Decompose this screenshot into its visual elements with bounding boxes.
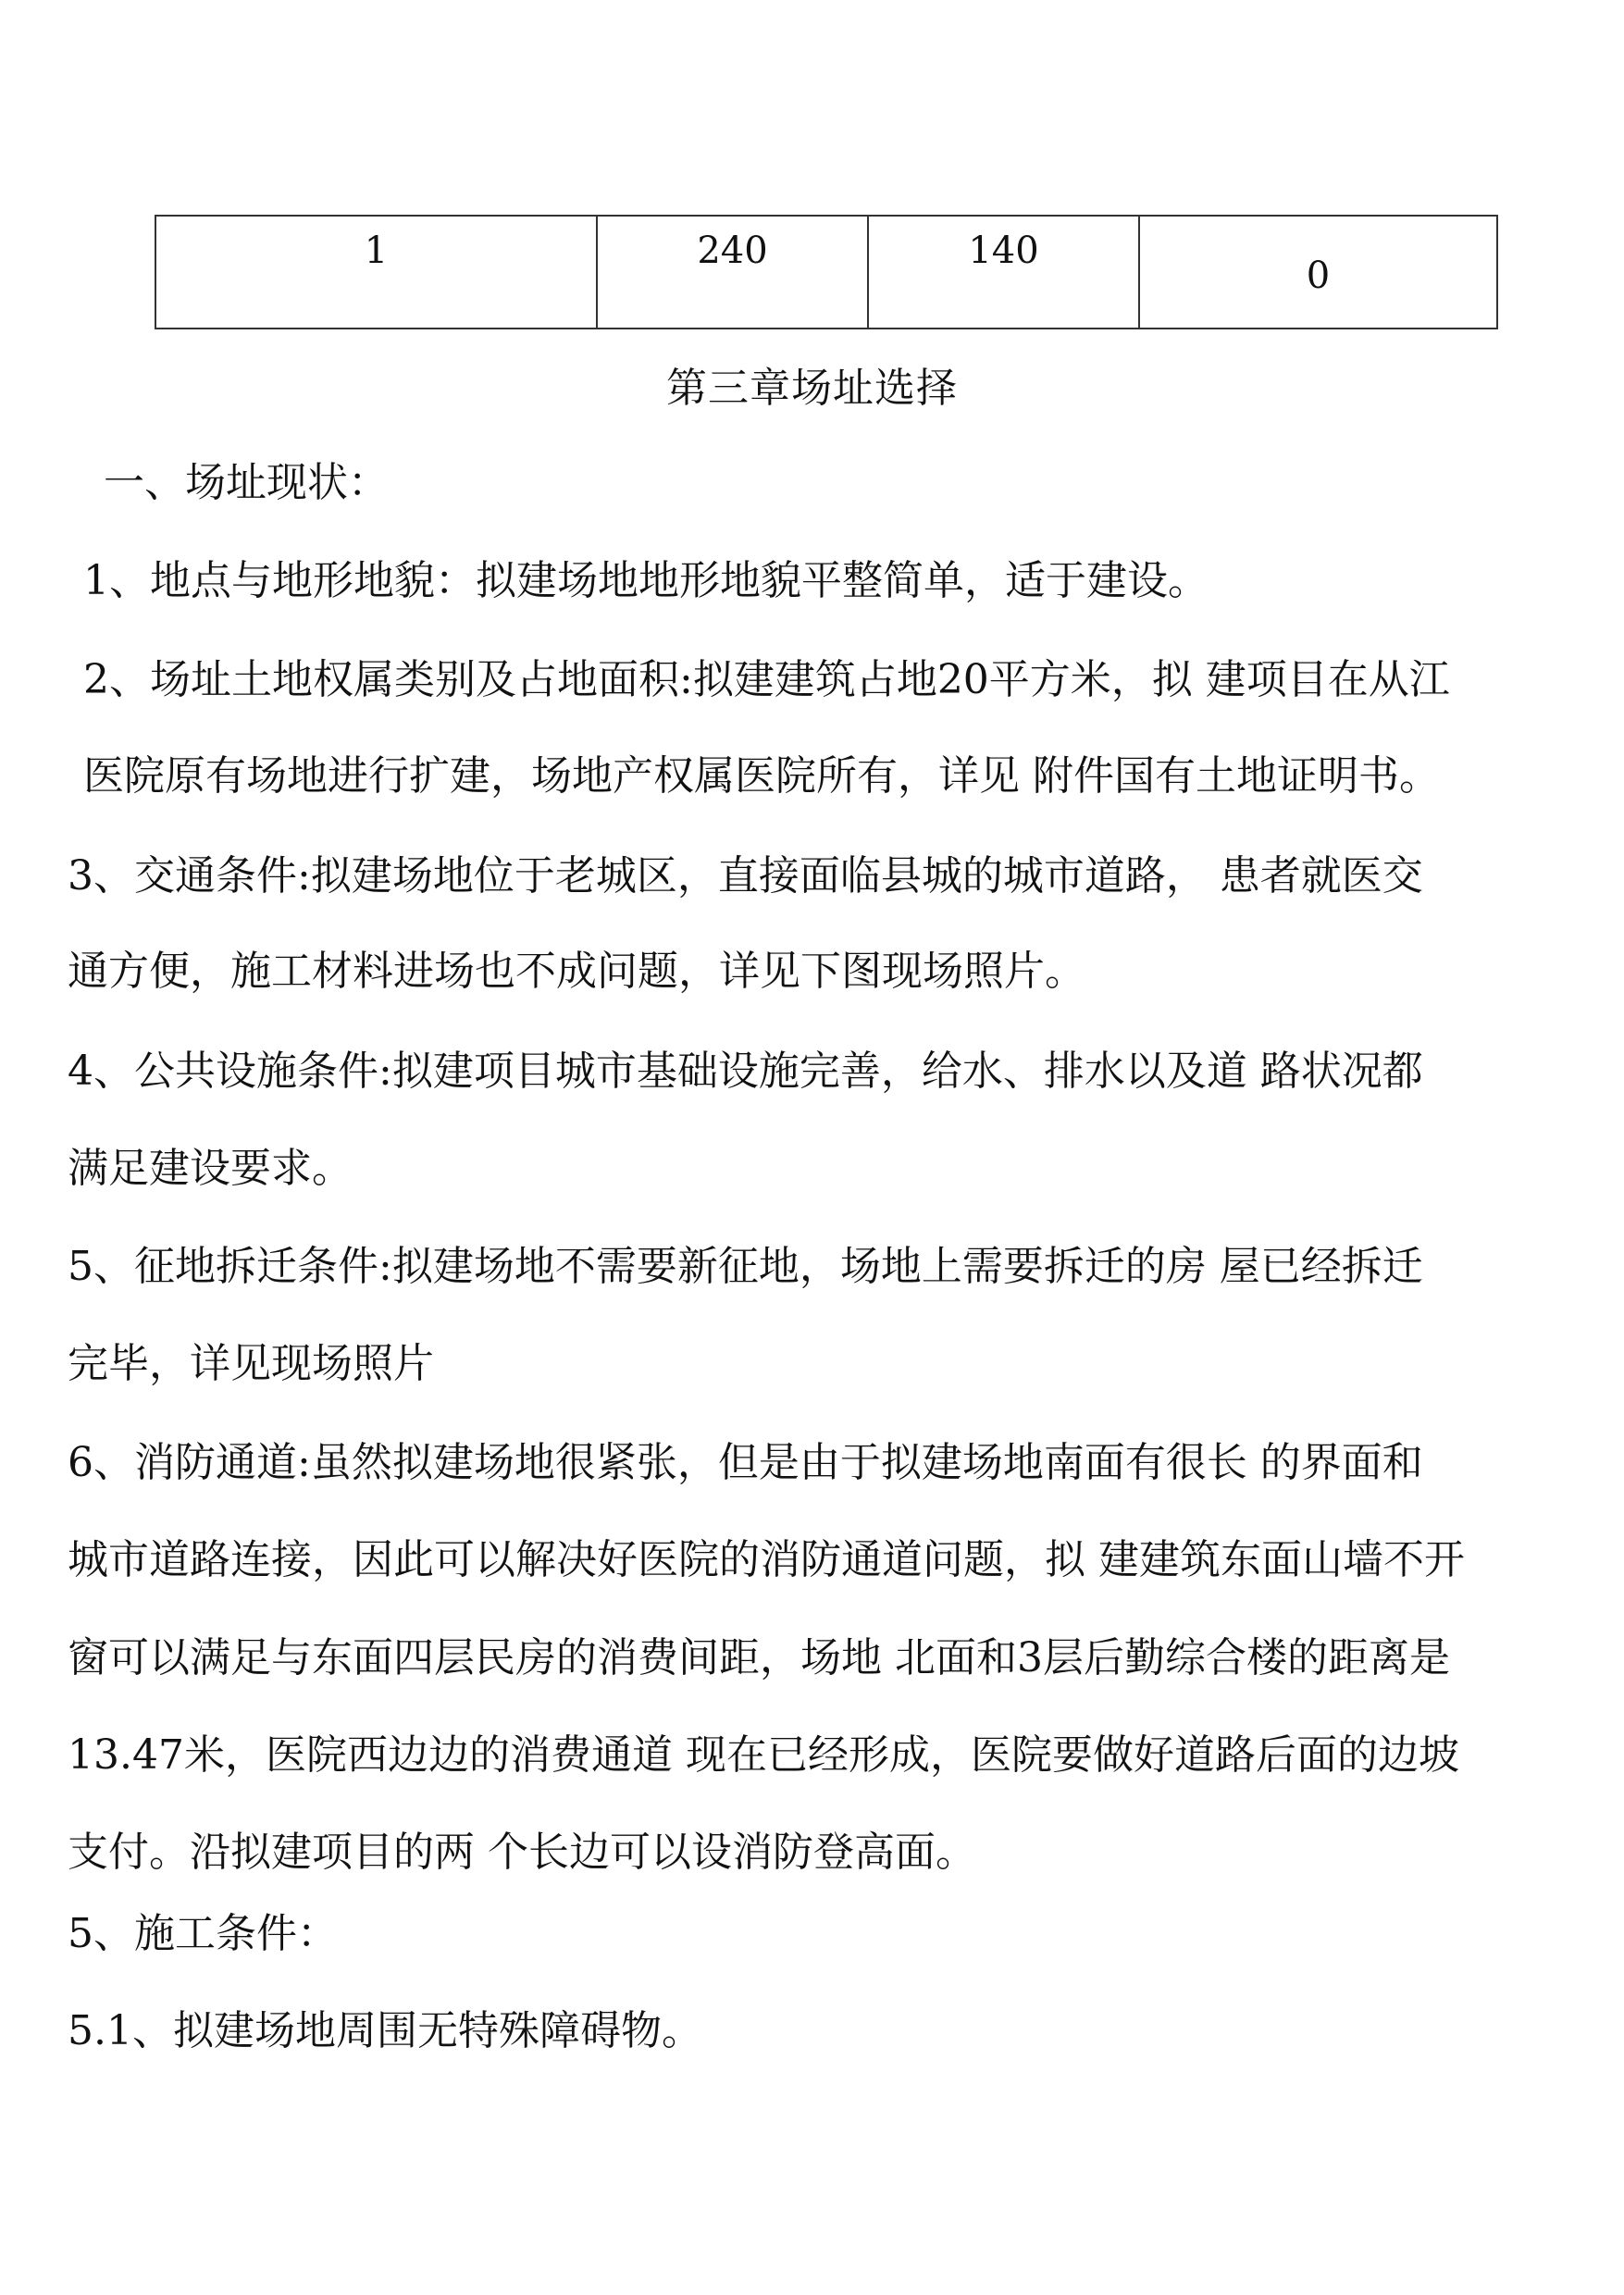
table-cell: 240 [597, 216, 868, 329]
table-cell: 140 [868, 216, 1139, 329]
table-cell: 0 [1139, 216, 1497, 329]
table-cell: 1 [155, 216, 597, 329]
paragraph-line: 3、交通条件:拟建场地位于老城区，直接面临县城的城市道路， 患者就医交 [68, 852, 1423, 899]
section-heading: 一、场址现状： [104, 459, 389, 506]
paragraph-line: 5.1、拟建场地周围无特殊障碍物。 [68, 2007, 702, 2054]
paragraph-line: 通方便，施工材料进场也不成问题，详见下图现场照片。 [68, 948, 1085, 995]
paragraph-line: 5、征地拆迁条件:拟建场地不需要新征地，场地上需要拆迁的房 屋已经拆迁 [68, 1243, 1423, 1290]
chapter-title: 第三章场址选择 [666, 365, 958, 412]
paragraph-line: 1、地点与地形地貌：拟建场地地形地貌平整简单，适于建设。 [83, 557, 1209, 604]
paragraph-line: 13.47米，医院西边边的消费通道 现在已经形成，医院要做好道路后面的边坡 [68, 1731, 1459, 1779]
paragraph-line: 5、施工条件： [68, 1910, 338, 1957]
paragraph-line: 满足建设要求。 [68, 1145, 353, 1192]
paragraph-line: 6、消防通道:虽然拟建场地很紧张，但是由于拟建场地南面有很长 的界面和 [68, 1439, 1423, 1486]
paragraph-line: 窗可以满足与东面四层民房的消费间距，场地 北面和3层后勤综合楼的距离是 [68, 1634, 1450, 1681]
paragraph-line: 医院原有场地进行扩建，场地产权属医院所有，详见 附件国有土地证明书。 [83, 752, 1440, 800]
paragraph-line: 2、场址土地权属类别及占地面积:拟建建筑占地20平方米，拟 建项目在从江 [83, 656, 1450, 703]
paragraph-line: 支付。沿拟建项目的两 个长边可以设消防登高面。 [68, 1829, 976, 1876]
paragraph-line: 城市道路连接，因此可以解决好医院的消防通道问题，拟 建建筑东面山墙不开 [68, 1536, 1465, 1583]
paragraph-line: 4、公共设施条件:拟建项目城市基础设施完善，给水、排水以及道 路状况都 [68, 1048, 1423, 1095]
table-row [155, 216, 1497, 329]
data-table [155, 215, 1498, 329]
paragraph-line: 完毕，详见现场照片 [68, 1340, 434, 1387]
